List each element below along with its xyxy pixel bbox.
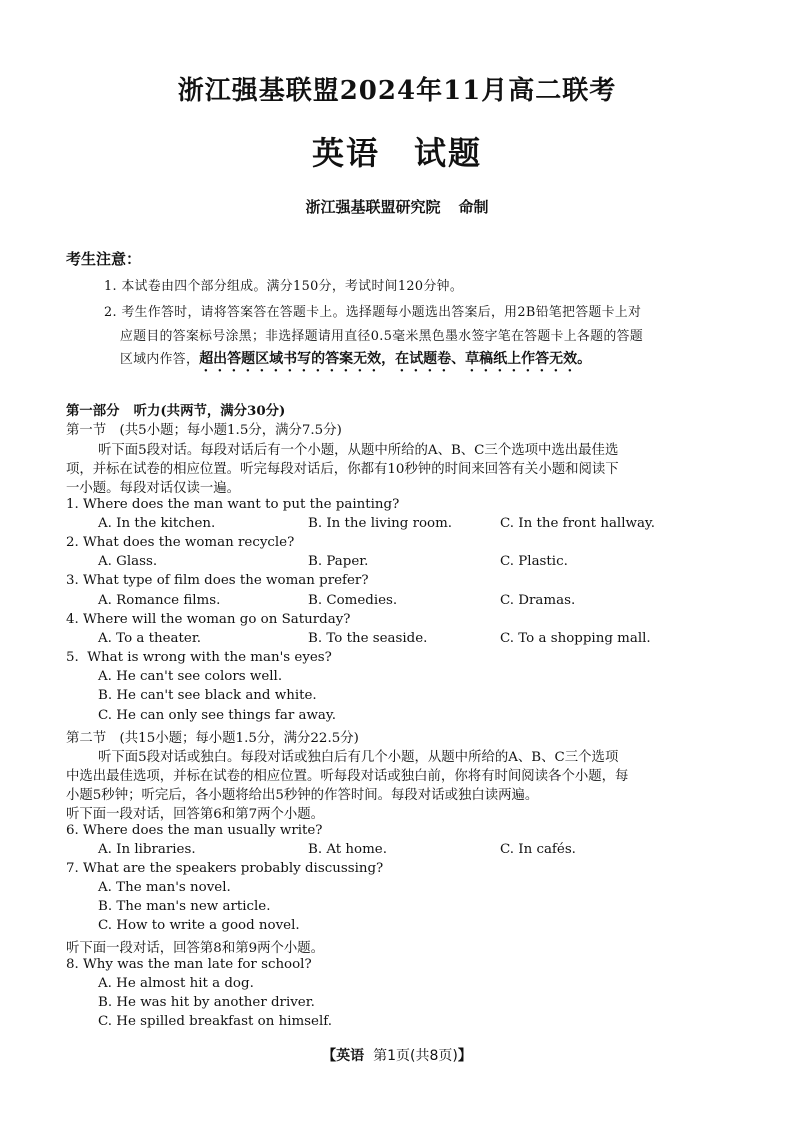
question-6-option-a: A. In libraries. (98, 842, 196, 857)
question-4-option-c: C. To a shopping mall. (500, 631, 651, 646)
question-7-option-c: C. How to write a good novel. (98, 918, 300, 933)
notice-item-2-emphasis: 超出答题区域书写的答案无效，在试题卷、草稿纸上作答无效。 (199, 351, 592, 367)
question-6: 6. Where does the man usually write? (66, 823, 323, 838)
question-5-option-c: C. He can only see things far away. (98, 708, 336, 723)
question-5-option-b: B. He can't see black and white. (98, 688, 317, 703)
section2-instructions-line-2: 中选出最佳选项，并标在试卷的相应位置。听每段对话或独白前，你将有时间阅读各个小题，每 (66, 769, 629, 784)
footer-subject: 英语 (336, 1048, 365, 1064)
question-6-option-b: B. At home. (308, 842, 387, 857)
subject-name: 英语 (311, 134, 380, 172)
section2-instructions-line-3: 小题5秒钟；听完后，各小题将给出5秒钟的作答时间。每段对话或独白读两遍。 (66, 788, 539, 803)
notice-item-2-line-3 (120, 348, 591, 375)
exam-subject (0, 128, 794, 174)
question-5: 5. What is wrong with the man's eyes? (66, 650, 332, 665)
question-1-option-c: C. In the front hallway. (500, 516, 655, 531)
part1-heading (66, 400, 285, 419)
question-1-option-a: A. In the kitchen. (98, 516, 216, 531)
question-4-option-a: A. To a theater. (98, 631, 202, 646)
group-intro-8-9: 听下面一段对话，回答第8和第9两个小题。 (66, 941, 325, 956)
question-8-option-c: C. He spilled breakfast on himself. (98, 1014, 332, 1029)
question-2-option-c: C. Plastic. (500, 554, 568, 569)
question-8-option-a: A. He almost hit a dog. (98, 976, 254, 991)
question-6-option-c: C. In cafés. (500, 842, 576, 857)
question-3-option-c: C. Dramas. (500, 593, 576, 608)
group-intro-6-7: 听下面一段对话，回答第6和第7两个小题。 (66, 807, 325, 822)
publisher-line (0, 196, 794, 217)
question-3-option-a: A. Romance films. (98, 593, 221, 608)
exam-title: 浙江强基联盟2024年11月高二联考 (177, 76, 617, 106)
part1-label: 第一部分 (66, 403, 120, 419)
question-5-option-a: A. He can't see colors well. (98, 669, 283, 684)
question-8-option-b: B. He was hit by another driver. (98, 995, 315, 1010)
section1-instructions-line-1: 听下面5段对话。每段对话后有一个小题，从题中所给的A、B、C三个选项中选出最佳选 (98, 443, 619, 458)
notice-item-2-line-1: 2. 考生作答时，请将答案答在答题卡上。选择题每小题选出答案后，用2B铅笔把答题卡上对 (104, 305, 642, 320)
question-2-option-b: B. Paper. (308, 554, 369, 569)
part1-title: 听力(共两节，满分30分) (133, 403, 286, 419)
question-4: 4. Where will the woman go on Saturday? (66, 612, 351, 627)
page-footer (0, 1045, 794, 1065)
question-7: 7. What are the speakers probably discussing? (66, 861, 384, 876)
section1-instructions-line-3: 一小题。每段对话仅读一遍。 (66, 481, 241, 496)
question-3-option-b: B. Comedies. (308, 593, 398, 608)
section2-instructions-line-1: 听下面5段对话或独白。每段对话或独白后有几个小题，从题中所给的A、B、C三个选项 (98, 750, 619, 765)
section1-heading: 第一节 (共5小题；每小题1.5分，满分7.5分) (66, 423, 342, 438)
footer-bracket-open: 【 (322, 1048, 337, 1064)
question-8: 8. Why was the man late for school? (66, 957, 312, 972)
question-7-option-a: A. The man's novel. (98, 880, 231, 895)
footer-bracket-close: 】 (457, 1048, 472, 1064)
notice-item-2-plain: 区域内作答， (120, 352, 200, 367)
question-2-option-a: A. Glass. (98, 554, 158, 569)
notice-item-2-line-2: 应题目的答案标号涂黑；非选择题请用直径0.5毫米黑色墨水签字笔在答题卡上各题的答题 (120, 329, 644, 344)
section2-heading: 第二节 (共15小题；每小题1.5分，满分22.5分) (66, 731, 359, 746)
publisher-role: 命制 (458, 198, 489, 216)
question-1: 1. Where does the man want to put the painting? (66, 497, 400, 512)
question-2: 2. What does the woman recycle? (66, 535, 295, 550)
notice-item-1: 1. 本试卷由四个部分组成。满分150分，考试时间120分钟。 (104, 279, 464, 294)
footer-page-info: 第1页(共8页) (373, 1048, 458, 1064)
section1-instructions-line-2: 项，并标在试卷的相应位置。听完每段对话后，你都有10秒钟的时间来回答有关小题和阅读下 (66, 462, 619, 477)
question-7-option-b: B. The man's new article. (98, 899, 271, 914)
question-1-option-b: B. In the living room. (308, 516, 453, 531)
notice-heading: 考生注意： (66, 250, 142, 268)
publisher-org: 浙江强基联盟研究院 (305, 198, 441, 216)
question-4-option-b: B. To the seaside. (308, 631, 428, 646)
question-3: 3. What type of film does the woman prefer? (66, 573, 369, 588)
subject-suffix: 试题 (414, 134, 483, 172)
